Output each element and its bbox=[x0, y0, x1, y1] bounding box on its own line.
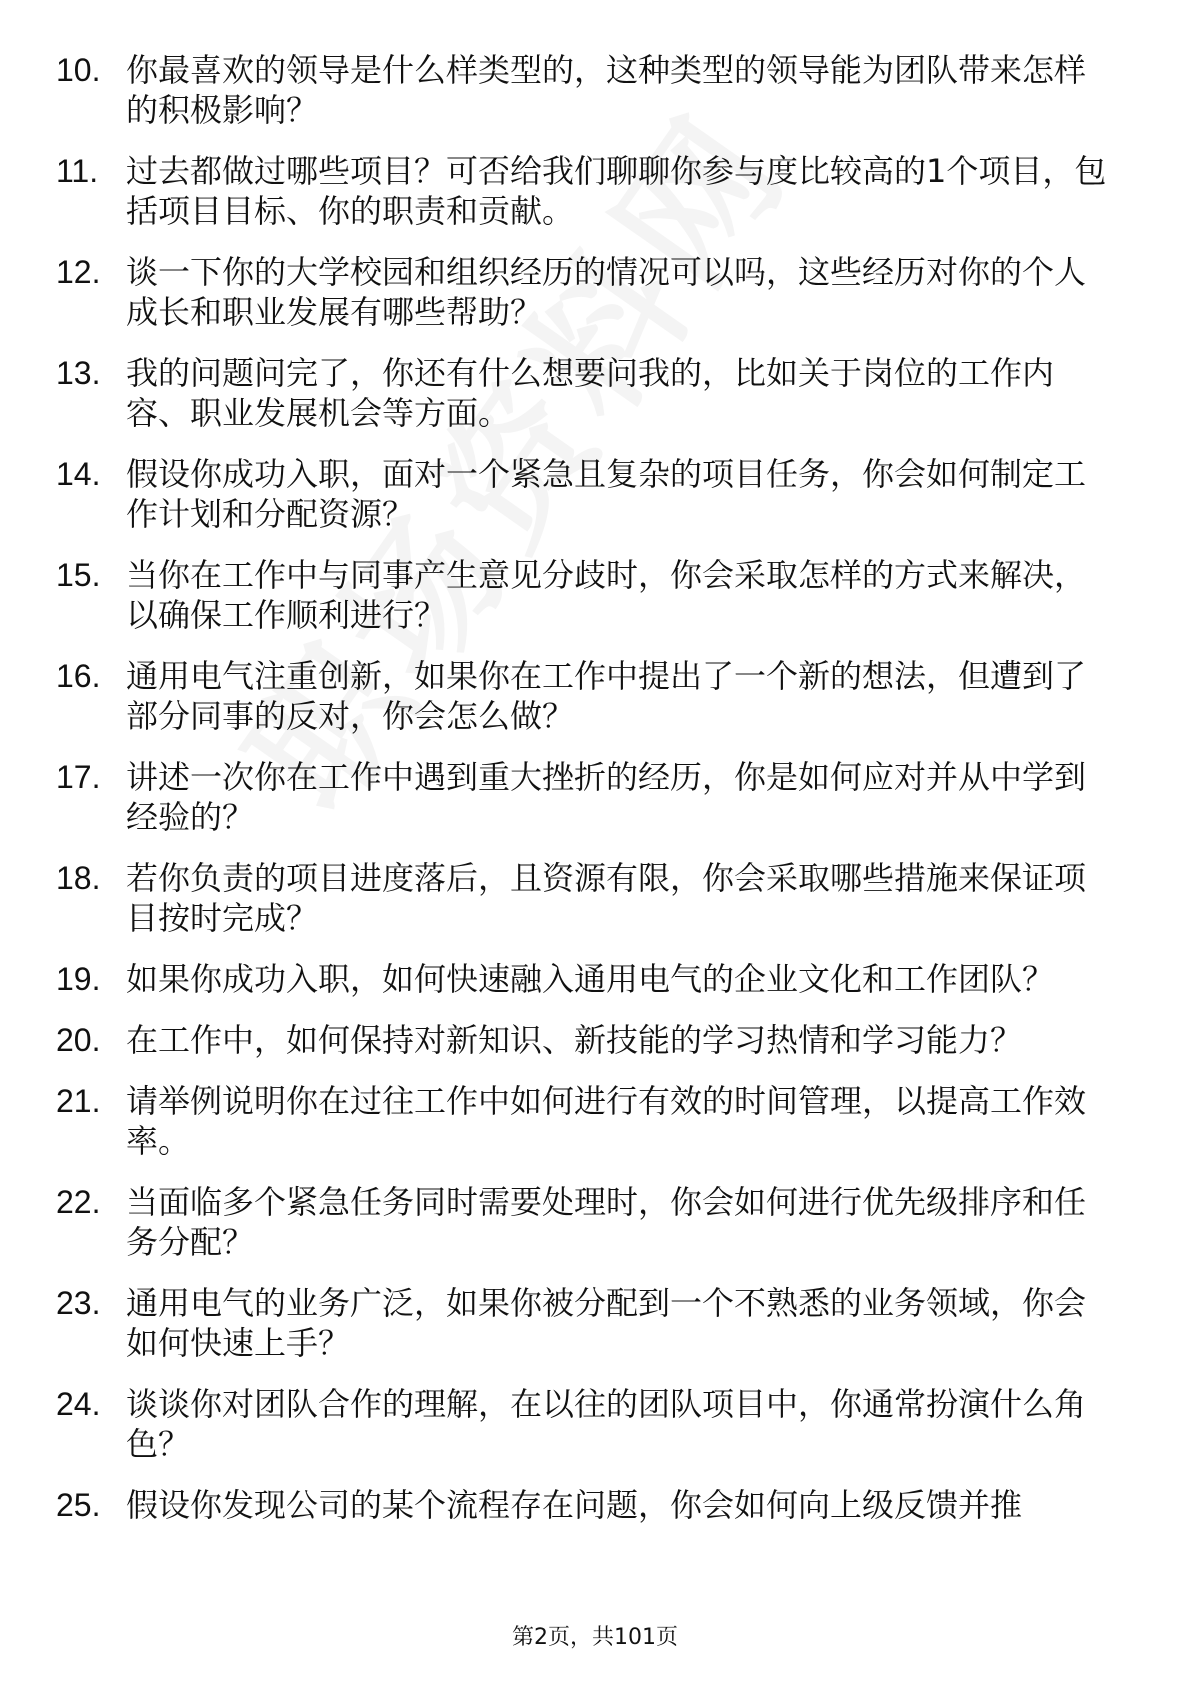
question-number: 18. bbox=[56, 860, 101, 896]
question-text: 谈谈你对团队合作的理解，在以往的团队项目中，你通常扮演什么角色？ bbox=[126, 1385, 1087, 1463]
question-number: 14. bbox=[56, 456, 101, 492]
question-text: 当面临多个紧急任务同时需要处理时，你会如何进行优先级排序和任务分配？ bbox=[126, 1183, 1087, 1261]
question-text: 过去都做过哪些项目？可否给我们聊聊你参与度比较高的1个项目，包括项目目标、你的职责和贡献。 bbox=[126, 152, 1107, 230]
question-item bbox=[56, 858, 1116, 938]
question-text: 在工作中，如何保持对新知识、新技能的学习热情和学习能力？ bbox=[126, 1021, 1023, 1059]
question-number: 23. bbox=[56, 1285, 101, 1321]
question-number: 13. bbox=[56, 355, 101, 391]
question-number: 25. bbox=[56, 1487, 101, 1523]
question-item bbox=[56, 1283, 1116, 1363]
question-text: 请举例说明你在过往工作中如何进行有效的时间管理，以提高工作效率。 bbox=[126, 1082, 1087, 1160]
question-text: 你最喜欢的领导是什么样类型的，这种类型的领导能为团队带来怎样的积极影响？ bbox=[126, 51, 1087, 129]
question-number: 20. bbox=[56, 1022, 101, 1058]
question-text: 如果你成功入职，如何快速融入通用电气的企业文化和工作团队？ bbox=[126, 960, 1055, 998]
question-number: 19. bbox=[56, 961, 101, 997]
question-item bbox=[56, 454, 1116, 534]
question-text: 通用电气注重创新，如果你在工作中提出了一个新的想法，但遭到了部分同事的反对，你会怎么做？ bbox=[126, 657, 1087, 735]
question-text: 通用电气的业务广泛，如果你被分配到一个不熟悉的业务领域，你会如何快速上手？ bbox=[126, 1284, 1087, 1362]
question-list bbox=[56, 50, 1116, 1546]
question-item bbox=[56, 757, 1116, 837]
question-text: 当你在工作中与同事产生意见分歧时，你会采取怎样的方式来解决，以确保工作顺利进行？ bbox=[126, 556, 1087, 634]
question-text: 谈一下你的大学校园和组织经历的情况可以吗，这些经历对你的个人成长和职业发展有哪些帮助？ bbox=[126, 253, 1087, 331]
question-number: 10. bbox=[56, 52, 101, 88]
question-number: 17. bbox=[56, 759, 101, 795]
question-item bbox=[56, 1384, 1116, 1464]
question-text: 假设你发现公司的某个流程存在问题，你会如何向上级反馈并推 bbox=[126, 1486, 1023, 1524]
question-item bbox=[56, 353, 1116, 433]
question-item bbox=[56, 1081, 1116, 1161]
question-text: 假设你成功入职，面对一个紧急且复杂的项目任务，你会如何制定工作计划和分配资源？ bbox=[126, 455, 1087, 533]
question-item bbox=[56, 252, 1116, 332]
question-number: 24. bbox=[56, 1386, 101, 1422]
question-item bbox=[56, 151, 1116, 231]
question-item bbox=[56, 1020, 1116, 1060]
question-text: 若你负责的项目进度落后，且资源有限，你会采取哪些措施来保证项目按时完成？ bbox=[126, 859, 1087, 937]
question-item bbox=[56, 656, 1116, 736]
question-number: 22. bbox=[56, 1184, 101, 1220]
question-item bbox=[56, 959, 1116, 999]
question-item bbox=[56, 1485, 1116, 1525]
question-item bbox=[56, 555, 1116, 635]
question-text: 讲述一次你在工作中遇到重大挫折的经历，你是如何应对并从中学到经验的？ bbox=[126, 758, 1087, 836]
question-number: 11. bbox=[56, 153, 99, 189]
question-number: 15. bbox=[56, 557, 101, 593]
question-number: 12. bbox=[56, 254, 101, 290]
question-number: 21. bbox=[56, 1083, 101, 1119]
question-text: 我的问题问完了，你还有什么想要问我的，比如关于岗位的工作内容、职业发展机会等方面。 bbox=[126, 354, 1055, 432]
question-number: 16. bbox=[56, 658, 101, 694]
page-number-footer: 第2页，共101页 bbox=[512, 1625, 678, 1650]
question-item bbox=[56, 50, 1116, 130]
question-item bbox=[56, 1182, 1116, 1262]
